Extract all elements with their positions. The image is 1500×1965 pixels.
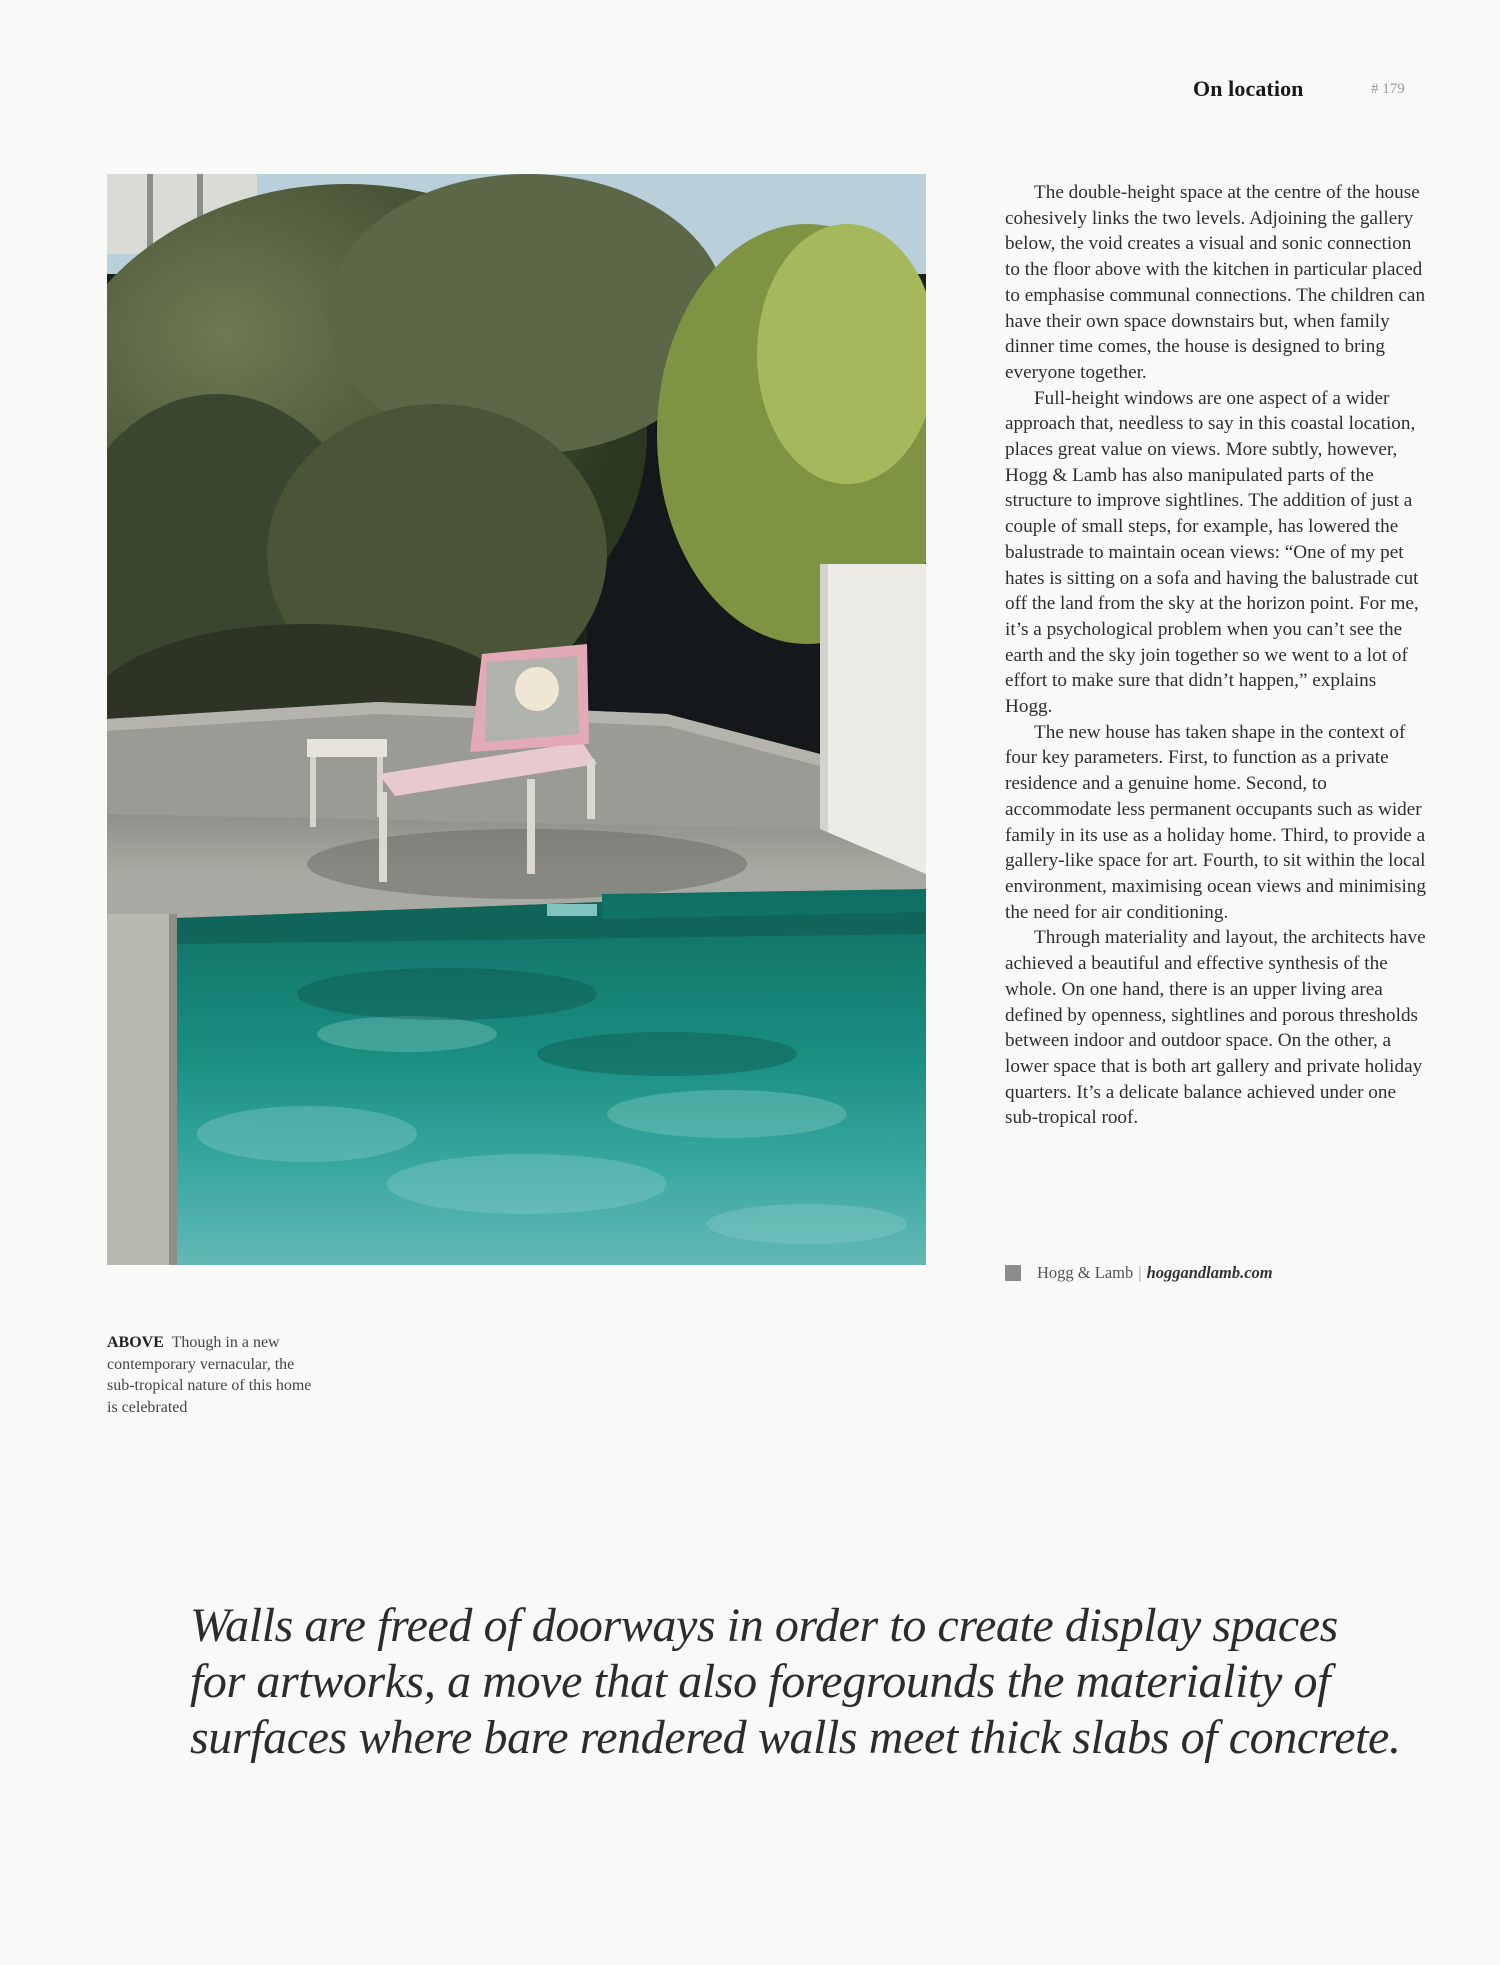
pool-photo: [107, 174, 926, 1265]
square-bullet-icon: [1005, 1265, 1021, 1281]
architect-credit: [1005, 1263, 1273, 1283]
article-body: [1005, 180, 1427, 1131]
photo-caption: [107, 1332, 322, 1418]
pool-photo-illustration: [107, 174, 926, 1265]
caption-text: Though in a new contemporary vernacular, the sub-tropical nature of this home is celebrated: [107, 1334, 312, 1416]
credit-separator: |: [1138, 1263, 1142, 1282]
credit-url[interactable]: hoggandlamb.com: [1146, 1263, 1273, 1282]
article-paragraph: The new house has taken shape in the context of four key parameters. First, to function as a private residence and a genuine home. Second, to accommodate less permanent occupants such as wider family in its use as a holiday home. Third, to provide a gallery-like space for art. Fourth, to sit within the local environment, maximising ocean views and minimising the need for air conditioning.: [1005, 721, 1426, 923]
article-paragraph: Full-height windows are one aspect of a wider approach that, needless to say in this coastal location, places great value on views. More subtly, however, Hogg & Lamb has also manipulated parts of the structure to improve sightlines. The addition of just a couple of small steps, for example, has lowered the balustrade to maintain ocean views: “One of my pet hates is sitting on a sofa and having the balustrade cut off the land from the sky at the horizon point. For me, it’s a psychological problem when you can’t see the earth and the sky join together so we went to a lot of effort to make sure that didn’t happen,” explains Hogg.: [1005, 387, 1419, 718]
pull-quote: [190, 1598, 1450, 1766]
pull-quote-line: for artworks, a move that also foregrounds the materiality of: [190, 1655, 1330, 1708]
article-paragraph: Through materiality and layout, the architects have achieved a beautiful and effective synthesis of the whole. On one hand, there is an upper living area defined by openness, sightlines and porous thresholds between indoor and outdoor space. On the other, a lower space that is both art gallery and private holiday quarters. It’s a delicate balance achieved under one sub-tropical roof.: [1005, 927, 1426, 1129]
section-title: On location: [1193, 76, 1304, 101]
pull-quote-line: surfaces where bare rendered walls meet thick slabs of concrete.: [190, 1711, 1401, 1764]
caption-label: ABOVE: [107, 1334, 164, 1351]
article-paragraph: The double-height space at the centre of the house cohesively links the two levels. Adjoining the gallery below, the void creates a visual and sonic connection to the floor above with the kitchen in particular placed to emphasise communal connections. The children can have their own space downstairs but, when family dinner time comes, the house is designed to bring everyone together.: [1005, 182, 1426, 383]
pull-quote-line: Walls are freed of doorways in order to create display spaces: [190, 1599, 1338, 1652]
credit-name: Hogg & Lamb: [1037, 1263, 1134, 1282]
page-number: # 179: [1371, 81, 1405, 97]
